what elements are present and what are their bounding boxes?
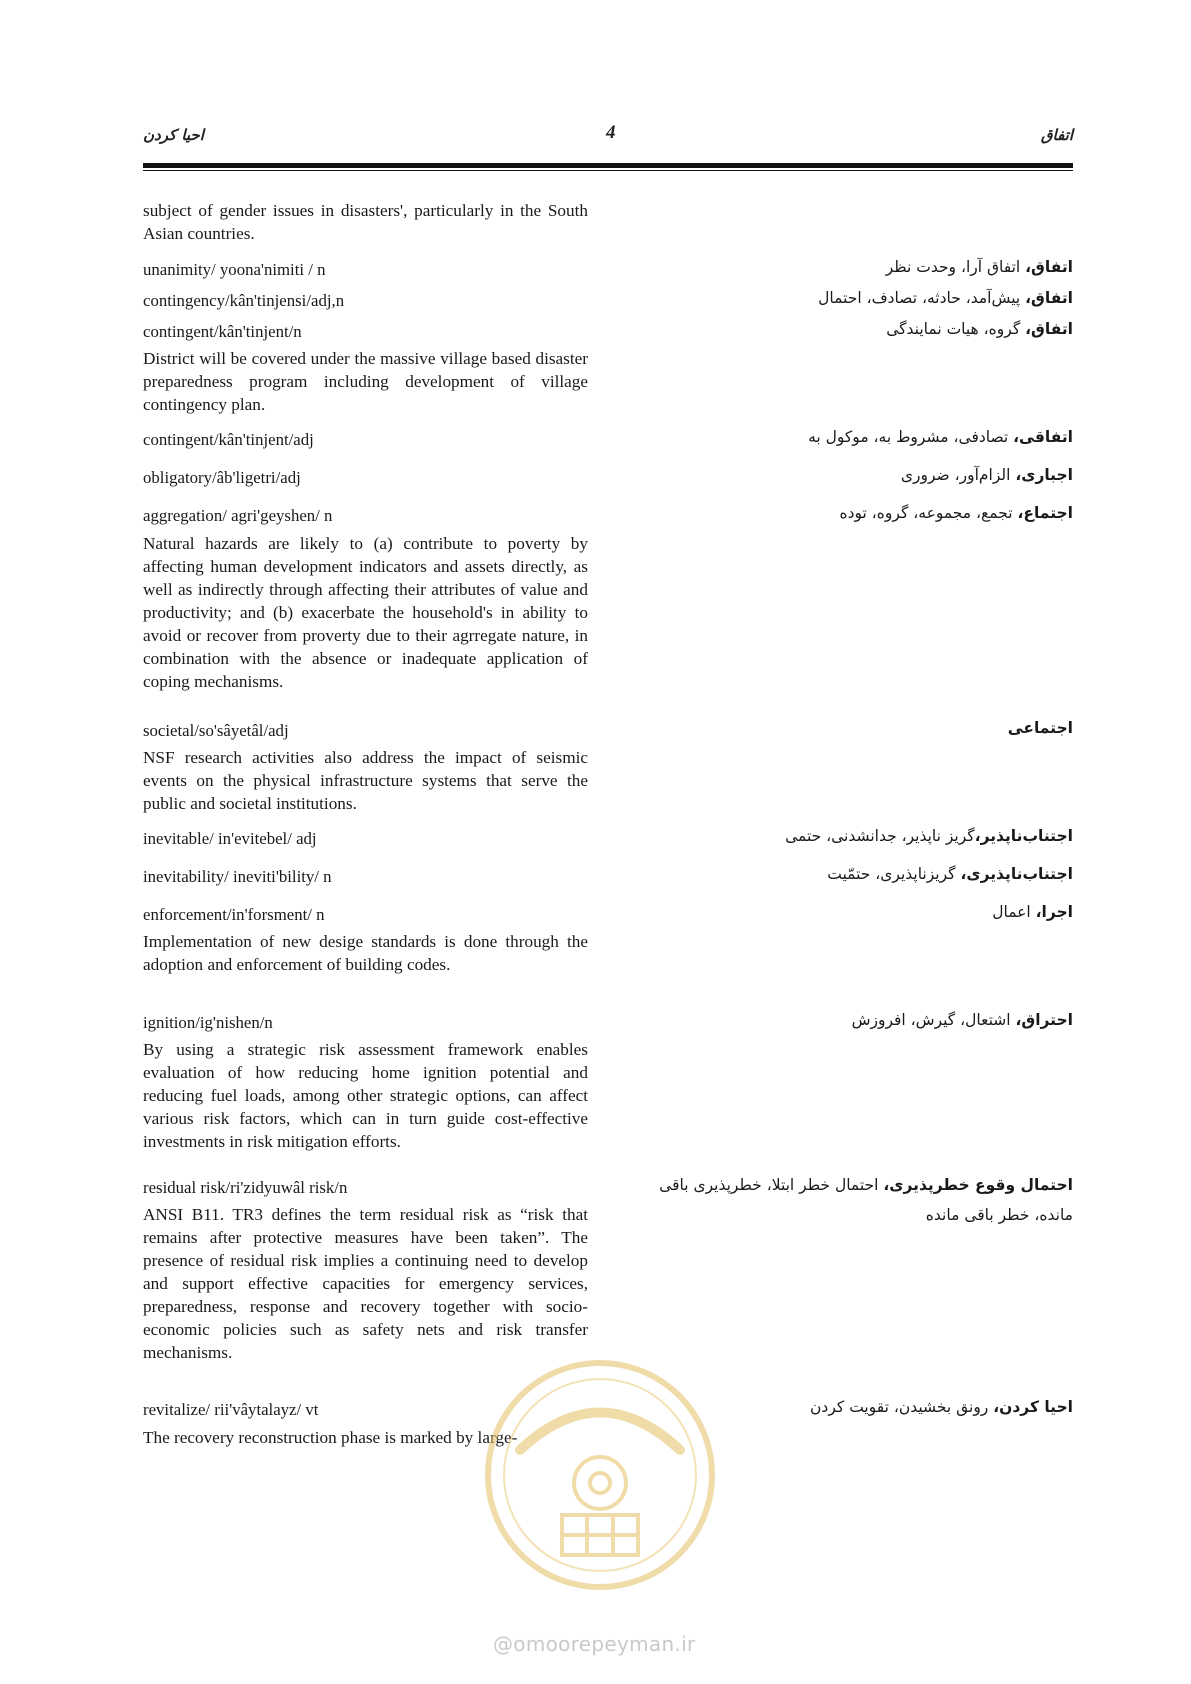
en-term: unanimity/ yoona'nimiti / n [143, 260, 326, 279]
fa-gloss: اعمال [992, 903, 1036, 921]
fa-definition [553, 498, 1073, 528]
header-rule-thin [143, 170, 1073, 171]
fa-definition [553, 859, 1073, 889]
fa-definition [553, 897, 1073, 927]
fa-gloss: گریز ناپذیر، جدانشدنی، حتمی [785, 827, 975, 845]
fa-gloss: رونق بخشیدن، تقویت کردن [810, 1398, 994, 1416]
en-example-text: District will be covered under the massive village based disaster preparedness program including development of village contingency plan. [143, 349, 588, 414]
fa-headword: اجتماعی [1007, 719, 1073, 737]
fa-headword: اتفاق، [1025, 258, 1073, 276]
fa-headword: اتفاقی، [1013, 428, 1073, 446]
fa-definition [553, 283, 1073, 313]
fa-definition [553, 422, 1073, 452]
fa-definition [553, 314, 1073, 344]
fa-headword: اجباری، [1015, 466, 1073, 484]
en-term: inevitability/ ineviti'bility/ n [143, 867, 332, 886]
fa-headword: احتراق، [1015, 1011, 1073, 1029]
fa-gloss: پیش‌آمد، حادثه، تصادف، احتمال [818, 289, 1026, 307]
fa-definition [553, 460, 1073, 490]
fa-definition [553, 821, 1073, 851]
fa-gloss: اشتعال، گیرش، افروزش [851, 1011, 1016, 1029]
en-term: inevitable/ in'evitebel/ adj [143, 829, 317, 848]
running-head-left: احیا کردن [143, 126, 204, 144]
en-term: contingent/kân'tinjent/n [143, 322, 302, 341]
en-term: ignition/ig'nishen/n [143, 1013, 273, 1032]
fa-gloss: گروه، هیات نمایندگی [886, 320, 1026, 338]
watermark-seal-icon [480, 1355, 720, 1595]
running-head-right: اتفاق [1040, 126, 1073, 144]
en-example-text: NSF research activities also address the impact of seismic events on the physical infrastructure systems that serve the public and societal institutions. [143, 748, 588, 813]
en-term: obligatory/âb'ligetri/adj [143, 468, 301, 487]
fa-headword: احتمال وقوع خطرپذیری، [883, 1176, 1073, 1194]
en-example-text: Implementation of new desige standards is done through the adoption and enforcement of building codes. [143, 932, 588, 974]
en-example-text: By using a strategic risk assessment framework enables evaluation of how reducing home ignition potential and reducing fuel loads, among other strategic options, can affect various risk factors, which can in turn guide cost-effective investments in risk mitigation efforts. [143, 1040, 588, 1151]
watermark-text: @omoorepeyman.ir [493, 1632, 696, 1656]
fa-definition [553, 713, 1073, 743]
fa-gloss: الزام‌آور، ضروری [900, 466, 1016, 484]
fa-headword: اجتناب‌ناپذیری، [960, 865, 1073, 883]
en-example-text: ANSI B11. TR3 defines the term residual risk as “risk that remains after protective measures have been taken”. The presence of residual risk implies a continuing need to develop and support effective capacities for emergency services, preparedness, response and recovery together with socio-economic policies such as safety nets and risk transfer mechanisms. [143, 1205, 588, 1362]
en-term: revitalize/ rii'vâytalayz/ vt [143, 1400, 319, 1419]
en-term: aggregation/ agri'geyshen/ n [143, 506, 333, 525]
fa-headword: اتفاق، [1025, 320, 1073, 338]
page-number: 4 [606, 122, 616, 143]
en-example-text: Natural hazards are likely to (a) contribute to poverty by affecting human development indicators and assets directly, as well as indirectly through affecting their attributes of value and productivity; and (b) exacerbate the household's in ability to avoid or recover from proverty due to their agrregate nature, in combination with the absence or inadequate application of coping mechanisms. [143, 534, 588, 691]
fa-headword: اجتماع، [1017, 504, 1073, 522]
fa-gloss: احتمال خطر ابتلا، خطرپذیری باقی مانده، خطر باقی مانده [659, 1176, 1073, 1224]
en-example-text: subject of gender issues in disasters', particularly in the South Asian countries. [143, 201, 588, 243]
fa-headword: اجتناب‌ناپذیر، [974, 827, 1073, 845]
fa-headword: احیا کردن، [993, 1398, 1073, 1416]
fa-gloss: تجمع، مجموعه، گروه، توده [839, 504, 1018, 522]
en-term: enforcement/in'forsment/ n [143, 905, 325, 924]
fa-definition [553, 252, 1073, 282]
fa-headword: اتفاق، [1025, 289, 1073, 307]
fa-definition [553, 1005, 1073, 1035]
fa-headword: اجرا، [1035, 903, 1073, 921]
fa-gloss: گریزناپذیری، حتمّیت [827, 865, 961, 883]
en-term: contingent/kân'tinjent/adj [143, 430, 314, 449]
fa-gloss: اتفاق آرا، وحدت نظر [885, 258, 1026, 276]
header-rule-thick [143, 163, 1073, 168]
fa-gloss: تصادفی، مشروط به، موکول به [808, 428, 1014, 446]
en-term: residual risk/ri'zidyuwâl risk/n [143, 1178, 348, 1197]
en-term: contingency/kân'tinjensi/adj,n [143, 291, 345, 310]
en-example-text: The recovery reconstruction phase is marked by large- [143, 1428, 518, 1447]
fa-definition [618, 1170, 1073, 1230]
en-term: societal/so'sâyetâl/adj [143, 721, 289, 740]
